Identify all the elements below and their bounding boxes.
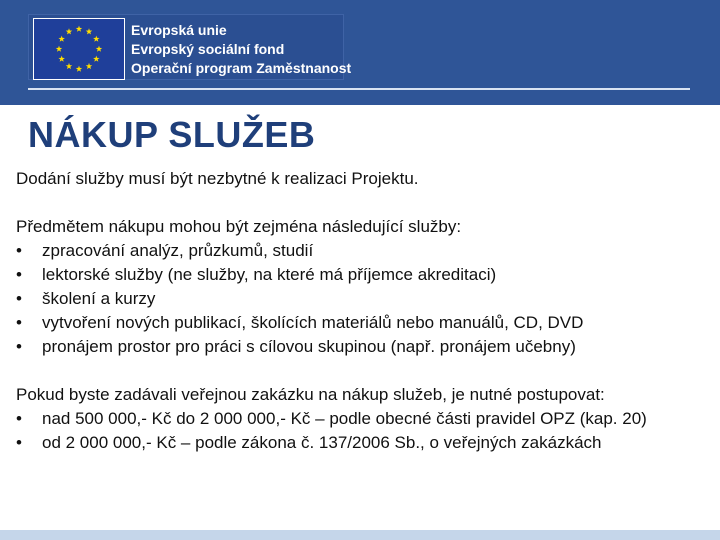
- star-icon: [76, 26, 82, 32]
- service-item-text: pronájem prostor pro práci s cílovou skupinou (např. pronájem učebny): [42, 337, 576, 356]
- bullet-icon: •: [16, 313, 22, 332]
- star-icon: [66, 28, 72, 34]
- procurement-item-text: nad 500 000,- Kč do 2 000 000,- Kč – podle obecné části pravidel OPZ (kap. 20): [42, 409, 647, 428]
- services-lead: Předmětem nákupu mohou být zejména následující služby:: [16, 217, 462, 236]
- list-item: [16, 335, 706, 359]
- procurement-list: [16, 407, 706, 455]
- bullet-icon: •: [16, 265, 22, 284]
- service-item-text: školení a kurzy: [42, 289, 156, 308]
- service-item-text: zpracování analýz, průzkumů, studií: [42, 241, 314, 260]
- slide-content: [16, 167, 706, 455]
- star-icon: [93, 36, 99, 42]
- star-icon: [86, 28, 92, 34]
- star-icon: [93, 56, 99, 62]
- bullet-icon: •: [16, 409, 22, 428]
- eu-stars-icon: [34, 19, 124, 79]
- header-band: [0, 0, 720, 105]
- list-item: [16, 239, 706, 263]
- slide-title: NÁKUP SLUŽEB: [28, 114, 316, 155]
- star-icon: [56, 46, 62, 52]
- list-item: [16, 407, 706, 431]
- logo-text: [131, 21, 351, 78]
- procurement-lead: Pokud byste zadávali veřejnou zakázku na nákup služeb, je nutné postupovat:: [16, 385, 605, 404]
- procurement-item-text: od 2 000 000,- Kč – podle zákona č. 137/2006 Sb., o veřejných zakázkách: [42, 433, 602, 452]
- bullet-icon: •: [16, 289, 22, 308]
- services-list: [16, 239, 706, 359]
- header-divider: [28, 88, 690, 90]
- list-item: [16, 287, 706, 311]
- bullet-icon: •: [16, 337, 22, 356]
- service-item-text: lektorské služby (ne služby, na které má příjemce akreditaci): [42, 265, 497, 284]
- star-icon: [58, 36, 64, 42]
- footer-bar: [0, 530, 720, 540]
- star-icon: [76, 66, 82, 72]
- bullet-icon: •: [16, 241, 22, 260]
- star-icon: [86, 63, 92, 69]
- intro-text: Dodání služby musí být nezbytné k realizaci Projektu.: [16, 169, 419, 188]
- bullet-icon: •: [16, 433, 22, 452]
- list-item: [16, 431, 706, 455]
- service-item-text: vytvoření nových publikací, školících materiálů nebo manuálů, CD, DVD: [42, 313, 584, 332]
- logo-line-esf: Evropský sociální fond: [131, 41, 285, 57]
- list-item: [16, 263, 706, 287]
- eu-logo: [28, 14, 352, 80]
- eu-flag-icon: [33, 18, 125, 80]
- star-icon: [66, 63, 72, 69]
- star-icon: [96, 46, 102, 52]
- logo-line-eu: Evropská unie: [131, 22, 227, 38]
- list-item: [16, 311, 706, 335]
- star-icon: [58, 56, 64, 62]
- logo-line-opz: Operační program Zaměstnanost: [131, 60, 352, 76]
